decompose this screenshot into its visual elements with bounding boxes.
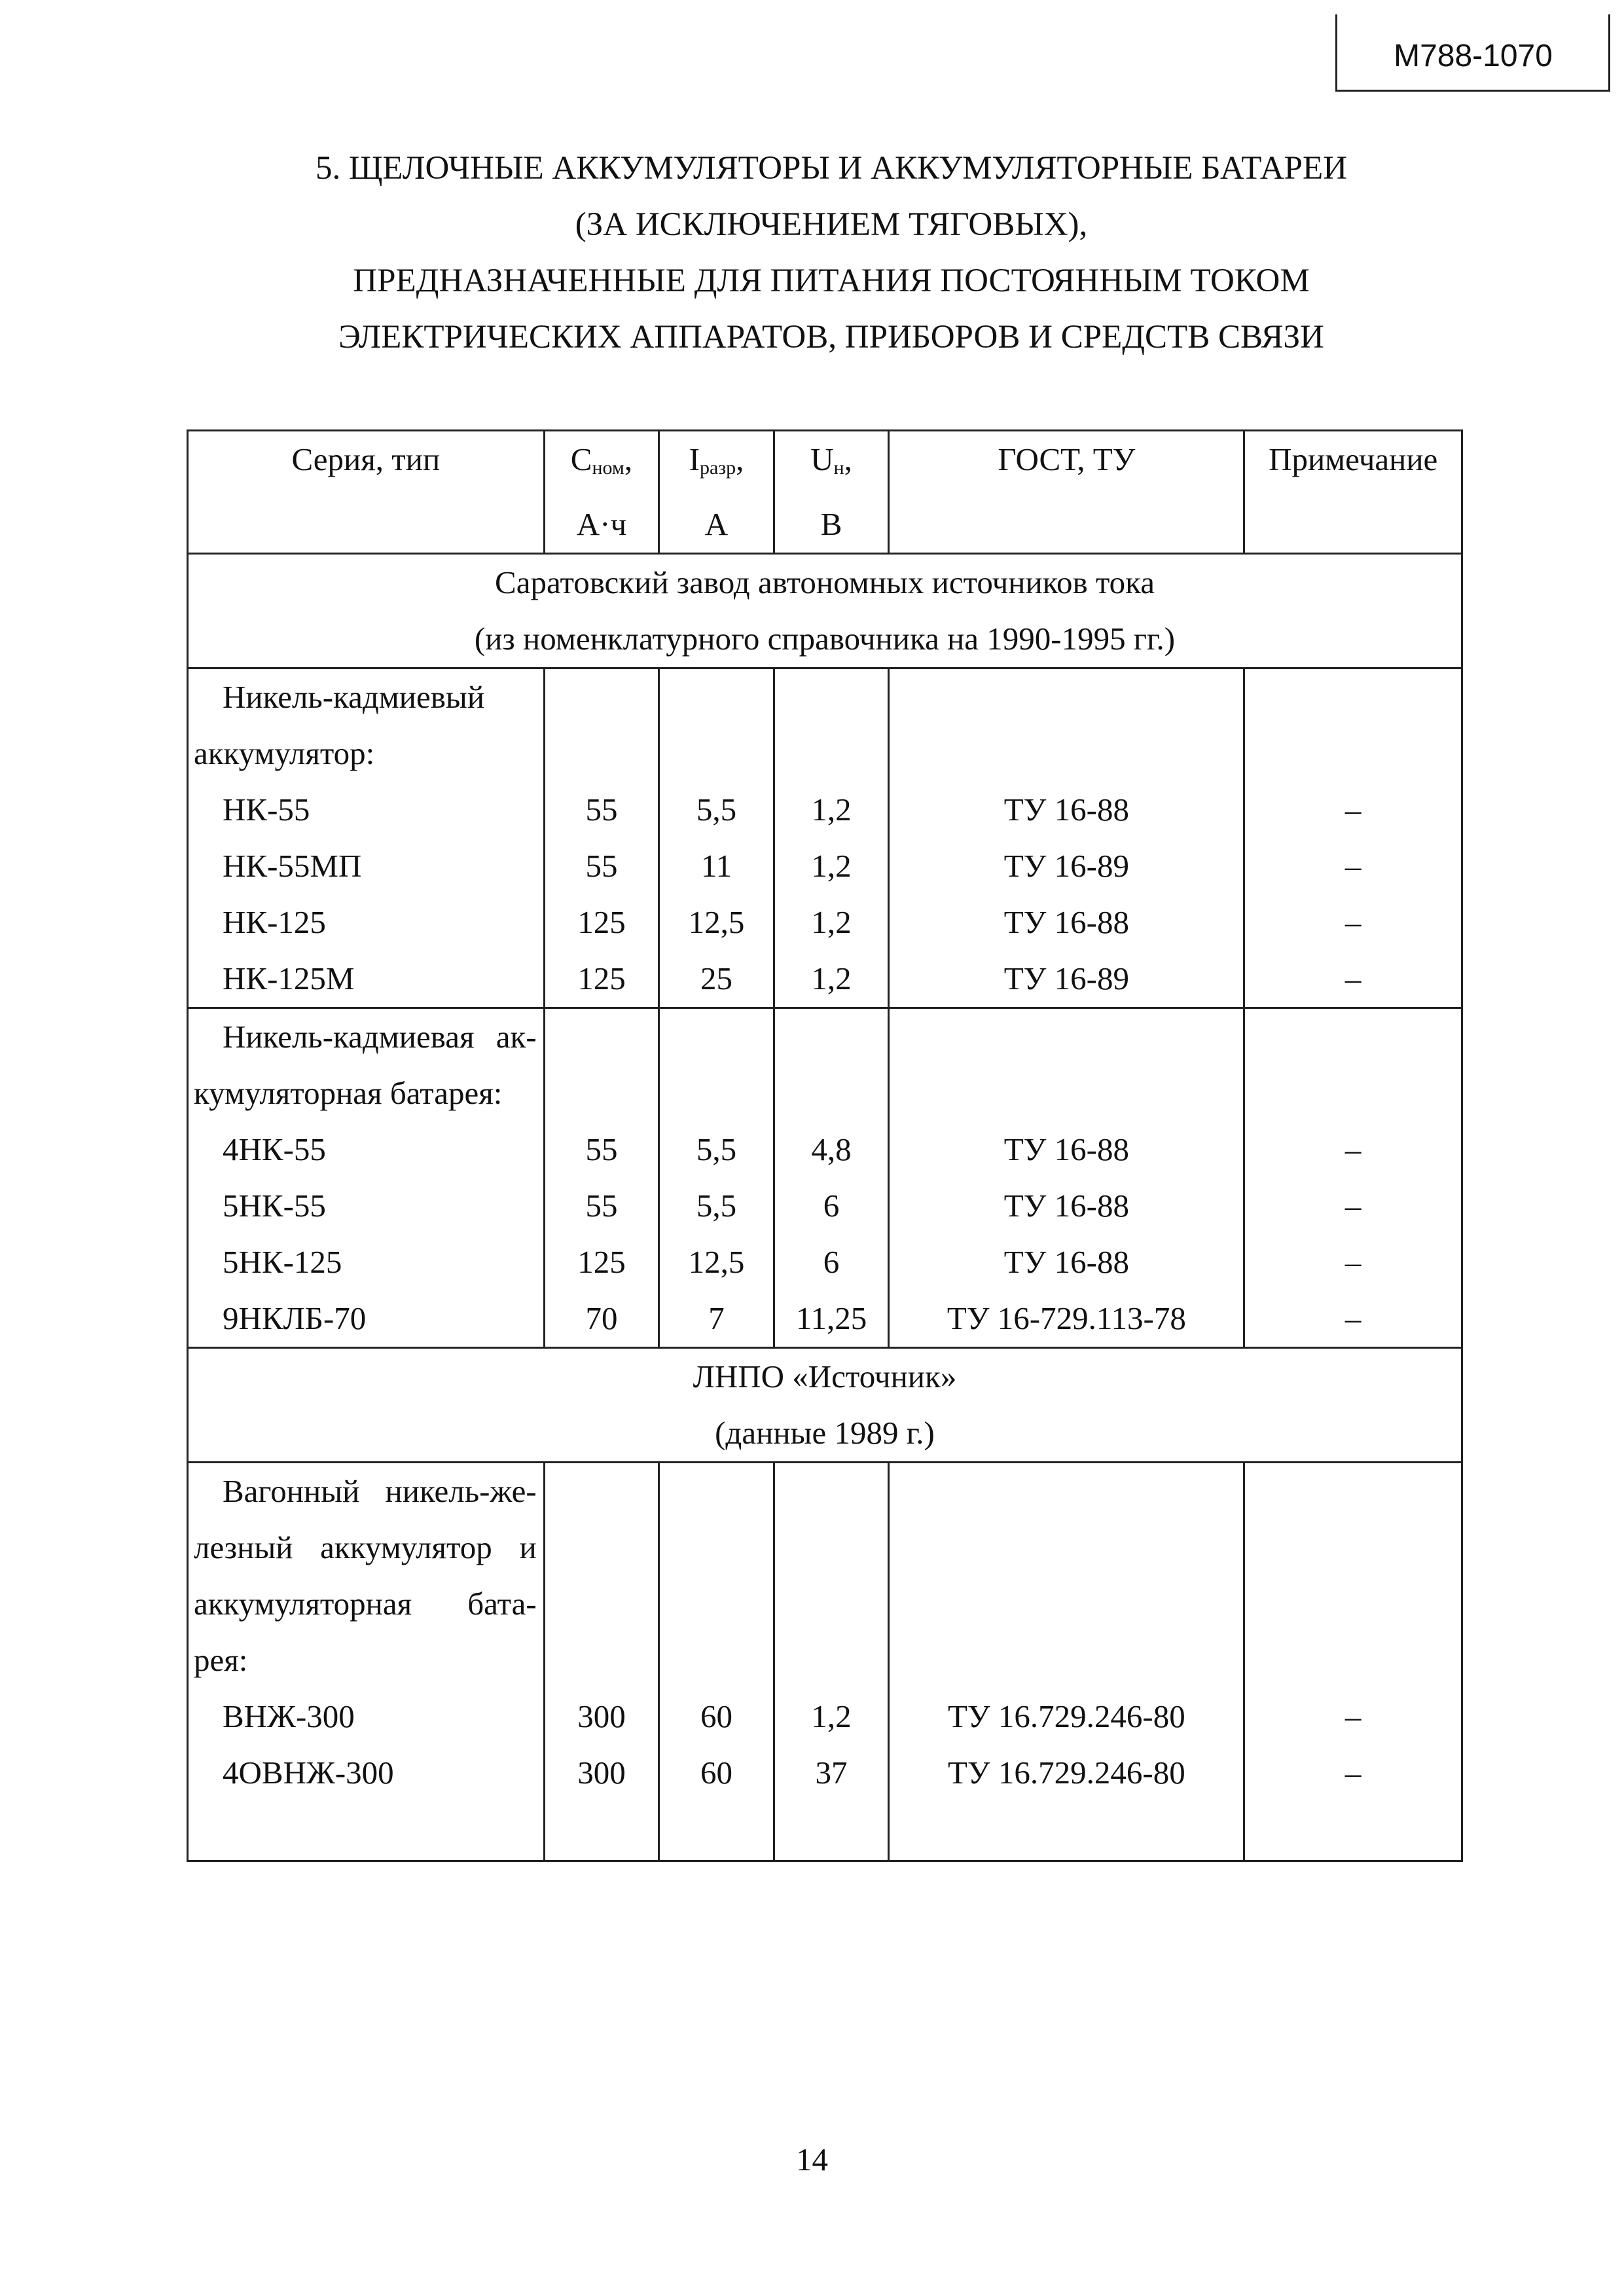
header-gost-tu: ГОСТ, ТУ — [889, 431, 1244, 554]
group-title-line: Никель-кадмиевый — [223, 679, 485, 715]
item-type: 5НК-125 — [223, 1244, 342, 1280]
header-note: Примечание — [1244, 431, 1462, 554]
capacity-value: 125 — [577, 1244, 626, 1280]
standard-value: ТУ 16-88 — [1003, 792, 1129, 828]
note-value: – — [1344, 904, 1362, 940]
current-value: 5,5 — [696, 1188, 737, 1224]
standard-value: ТУ 16-88 — [1003, 904, 1129, 940]
current-value: 11 — [700, 848, 732, 884]
standard-value: ТУ 16-88 — [1003, 1188, 1129, 1224]
section-row-lnpo — [188, 1348, 1462, 1463]
document-code: М788-1070 — [1394, 39, 1553, 73]
current-value: 12,5 — [688, 1244, 745, 1280]
voltage-value: 1,2 — [811, 848, 852, 884]
note-value: – — [1344, 960, 1362, 996]
document-code-stamp — [1335, 14, 1609, 92]
item-type: НК-55 — [223, 792, 310, 828]
note-value: – — [1344, 1131, 1362, 1167]
capacity-value: 55 — [585, 848, 618, 884]
note-value: – — [1344, 1300, 1362, 1336]
group-row-ni-cd-battery — [188, 1008, 1462, 1348]
note-value: – — [1344, 1755, 1362, 1791]
capacity-value: 55 — [585, 1131, 618, 1167]
voltage-value: 1,2 — [811, 792, 852, 828]
group-title-line: Никель-кадмиевая ак- — [223, 1019, 537, 1055]
current-value: 60 — [700, 1698, 732, 1734]
current-value: 5,5 — [696, 792, 737, 828]
item-type: ВНЖ-300 — [223, 1698, 355, 1734]
voltage-value: 37 — [815, 1755, 848, 1791]
capacity-value: 125 — [577, 960, 626, 996]
item-type: НК-125М — [223, 960, 355, 996]
item-type: НК-55МП — [223, 848, 362, 884]
table-header-row — [188, 431, 1462, 554]
current-value: 12,5 — [688, 904, 745, 940]
note-value: – — [1344, 1244, 1362, 1280]
header-capacity: $C_{ном}$, А·ч — [544, 431, 659, 554]
section-row-saratov — [188, 554, 1462, 668]
voltage-value: 1,2 — [811, 904, 852, 940]
voltage-value: 4,8 — [811, 1131, 852, 1167]
standard-value: ТУ 16.729.246-80 — [948, 1755, 1185, 1791]
manufacturer-name: Саратовский завод автономных источников тока — [495, 564, 1155, 600]
title-line-3: ПРЕДНАЗНАЧЕННЫЕ ДЛЯ ПИТАНИЯ ПОСТОЯННЫМ ТОКОМ — [353, 263, 1310, 299]
standard-value: ТУ 16-89 — [1003, 960, 1129, 996]
battery-table — [187, 429, 1463, 1862]
header-discharge-current: $I_{разр}$, А — [659, 431, 774, 554]
item-type: НК-125 — [223, 904, 326, 940]
standard-value: ТУ 16-89 — [1003, 848, 1129, 884]
standard-value: ТУ 16-88 — [1003, 1244, 1129, 1280]
voltage-value: 6 — [823, 1244, 840, 1280]
group-title-line: лезный аккумулятор и — [194, 1529, 537, 1565]
item-type: 5НК-55 — [223, 1188, 326, 1224]
capacity-value: 55 — [585, 792, 618, 828]
current-value: 7 — [708, 1300, 725, 1336]
capacity-value: 300 — [577, 1755, 626, 1791]
item-type: 4НК-55 — [223, 1131, 326, 1167]
page-number: 14 — [796, 2141, 828, 2178]
voltage-value: 11,25 — [795, 1300, 867, 1336]
capacity-value: 300 — [577, 1698, 626, 1734]
note-value: – — [1344, 848, 1362, 884]
header-series-type: Серия, тип — [188, 431, 545, 554]
group-title-line: рея: — [194, 1642, 248, 1678]
group-title-line: аккумулятор: — [194, 735, 375, 771]
title-line-1: 5. ЩЕЛОЧНЫЕ АККУМУЛЯТОРЫ И АККУМУЛЯТОРНЫЕ БАТАРЕИ — [315, 150, 1348, 187]
capacity-value: 125 — [577, 904, 626, 940]
capacity-value: 55 — [585, 1188, 618, 1224]
current-value: 5,5 — [696, 1131, 737, 1167]
note-value: – — [1344, 1698, 1362, 1734]
title-line-4: ЭЛЕКТРИЧЕСКИХ АППАРАТОВ, ПРИБОРОВ И СРЕДСТВ СВЯЗИ — [338, 319, 1324, 355]
header-nominal-voltage: $U_н$, В — [774, 431, 889, 554]
voltage-value: 6 — [823, 1188, 840, 1224]
group-row-ni-cd-cell — [188, 668, 1462, 1008]
group-title-line: кумуляторная батарея: — [194, 1075, 503, 1111]
voltage-value: 1,2 — [811, 960, 852, 996]
manufacturer-source: (из номенклатурного справочника на 1990-1995 гг.) — [474, 621, 1176, 657]
group-title-line: аккумуляторная бата- — [194, 1586, 537, 1622]
note-value: – — [1344, 792, 1362, 828]
item-type: 4ОВНЖ-300 — [223, 1755, 394, 1791]
manufacturer-name: ЛНПО «Источник» — [693, 1358, 957, 1394]
standard-value: ТУ 16-88 — [1003, 1131, 1129, 1167]
item-type: 9НКЛБ-70 — [223, 1300, 367, 1336]
standard-value: ТУ 16.729.246-80 — [948, 1698, 1185, 1734]
current-value: 60 — [700, 1755, 732, 1791]
manufacturer-source: (данные 1989 г.) — [715, 1415, 935, 1451]
note-value: – — [1344, 1188, 1362, 1224]
capacity-value: 70 — [585, 1300, 618, 1336]
voltage-value: 1,2 — [811, 1698, 852, 1734]
group-title-line: Вагонный никель-же- — [223, 1473, 537, 1509]
section-title — [131, 140, 1532, 365]
current-value: 25 — [700, 960, 732, 996]
group-row-ni-fe-wagon — [188, 1463, 1462, 1861]
standard-value: ТУ 16-729.113-78 — [947, 1300, 1186, 1336]
title-line-2: (ЗА ИСКЛЮЧЕНИЕМ ТЯГОВЫХ), — [575, 206, 1088, 243]
